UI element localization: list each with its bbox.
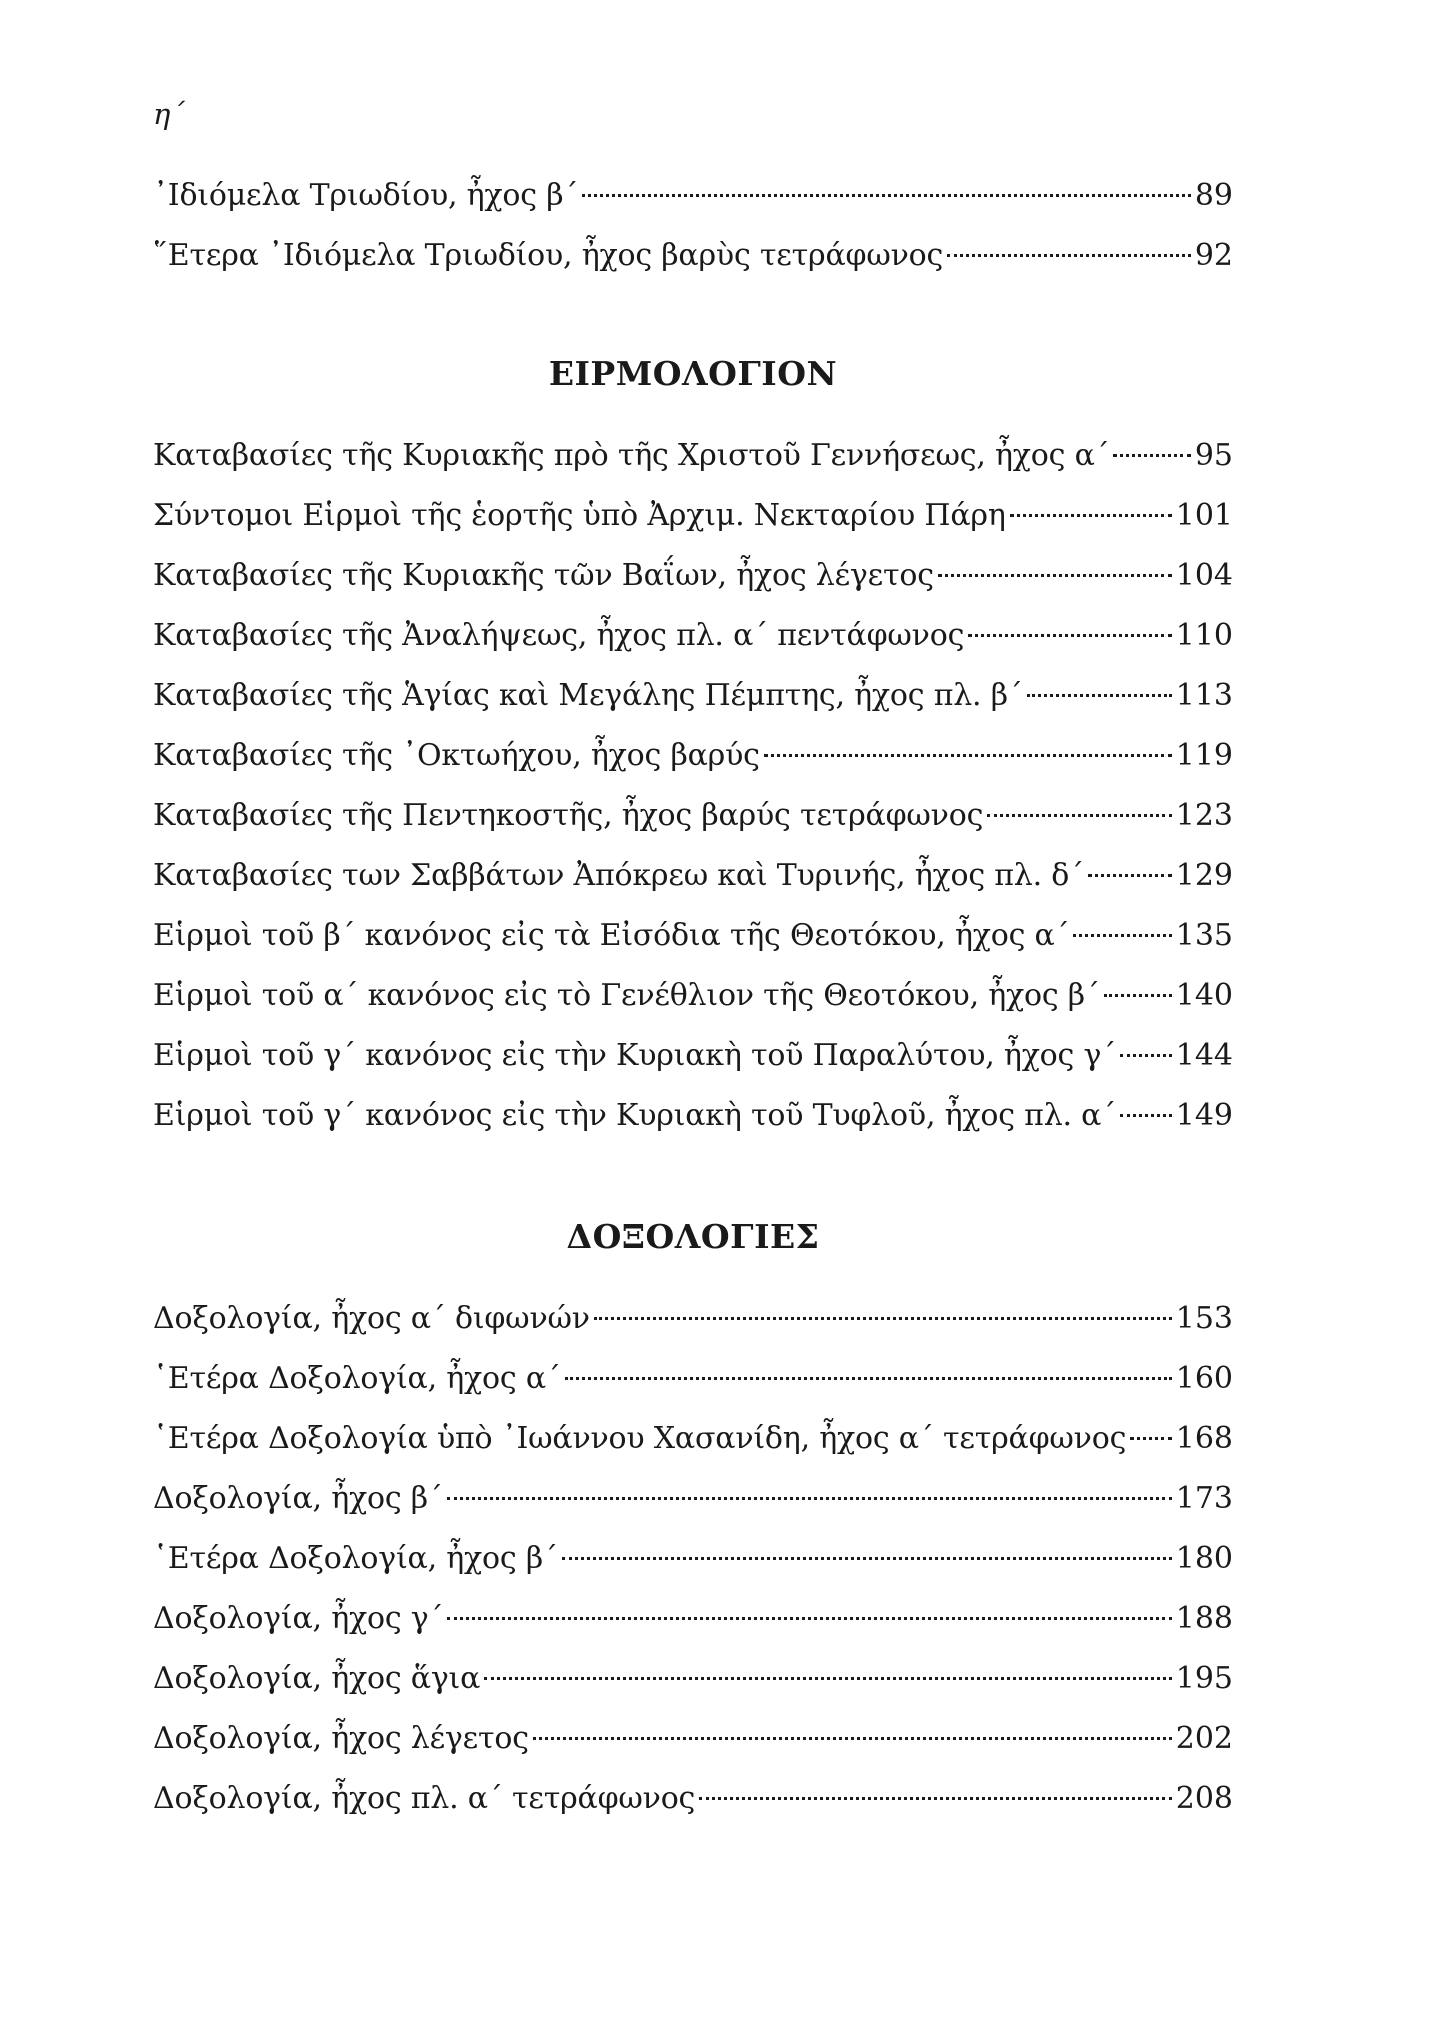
toc-entry — [153, 846, 1233, 906]
toc-dot-leader — [947, 254, 1191, 257]
toc-entry-title: Εἱρμοὶ τοῦ α´ κανόνος εἰς τὸ Γενέθλιον τῆς Θεοτόκου, ἦχος β´ — [153, 978, 1100, 1013]
toc-dot-leader — [533, 1737, 1172, 1740]
toc-entry-page: 101 — [1175, 498, 1233, 533]
toc-entry — [153, 226, 1233, 286]
toc-entry-page: 208 — [1175, 1781, 1233, 1816]
toc-entry — [153, 1769, 1233, 1829]
toc-dot-leader — [1120, 1054, 1172, 1057]
toc-dot-leader — [447, 1617, 1171, 1620]
toc-entry-page: 168 — [1175, 1421, 1233, 1456]
toc-entry — [153, 1589, 1233, 1649]
toc-entry-title: Δοξολογία, ἦχος γ´ — [153, 1601, 444, 1636]
toc-entry-title: Καταβασίες τῆς ᾿Οκτωήχου, ἦχος βαρύς — [153, 738, 760, 773]
toc-entry-page: 113 — [1175, 678, 1233, 713]
toc-entry — [153, 966, 1233, 1026]
toc-entry — [153, 1349, 1233, 1409]
toc-dot-leader — [938, 574, 1172, 577]
toc-entry — [153, 1409, 1233, 1469]
toc-dot-leader — [594, 1317, 1172, 1320]
toc-entry — [153, 1529, 1233, 1589]
toc-dot-leader — [1120, 1114, 1172, 1117]
toc-group-heirmologion — [153, 426, 1233, 1146]
toc-entry-title: Δοξολογία, ἦχος β´ — [153, 1481, 443, 1516]
toc-dot-leader — [1027, 694, 1172, 697]
toc-entry-page: 104 — [1175, 558, 1233, 593]
toc-dot-leader — [968, 634, 1172, 637]
toc-entry-title: ῾Ετέρα Δοξολογία ὑπὸ ᾿Ιωάννου Χασανίδη, ἦχος α´ τετράφωνος — [153, 1421, 1127, 1456]
toc-dot-leader — [484, 1677, 1172, 1680]
toc-dot-leader — [1130, 1437, 1172, 1440]
toc-entry-title: Εἱρμοὶ τοῦ γ´ κανόνος εἰς τὴν Κυριακὴ τοῦ Τυφλοῦ, ἦχος πλ. α´ — [153, 1098, 1117, 1133]
toc-entry-title: Καταβασίες τῆς Ἁγίας καὶ Μεγάλης Πέμπτης, ἦχος πλ. β´ — [153, 678, 1023, 713]
toc-entry-title: Εἱρμοὶ τοῦ β´ κανόνος εἰς τὰ Εἰσόδια τῆς Θεοτόκου, ἦχος α´ — [153, 918, 1070, 953]
toc-entry — [153, 666, 1233, 726]
toc-dot-leader — [562, 1557, 1172, 1560]
page-marker: η´ — [153, 97, 185, 131]
toc-entry-title: Καταβασίες τῆς Ἀναλήψεως, ἦχος πλ. α´ πεντάφωνος — [153, 618, 965, 653]
toc-entry-page: 89 — [1194, 178, 1233, 213]
toc-entry — [153, 786, 1233, 846]
toc-entry-page: 95 — [1194, 438, 1233, 473]
toc-entry-page: 123 — [1175, 798, 1233, 833]
toc-entry-page: 144 — [1175, 1038, 1233, 1073]
toc-entry-title: Καταβασίες τῆς Κυριακῆς πρὸ τῆς Χριστοῦ Γεννήσεως, ἦχος α´ — [153, 438, 1110, 473]
toc-dot-leader — [1113, 454, 1190, 457]
toc-entry-page: 149 — [1175, 1098, 1233, 1133]
toc-dot-leader — [447, 1497, 1172, 1500]
toc-entry-title: Εἱρμοὶ τοῦ γ´ κανόνος εἰς τὴν Κυριακὴ τοῦ Παραλύτου, ἦχος γ´ — [153, 1038, 1117, 1073]
section-heading-heirmologion: ΕΙΡΜΟΛΟΓΙΟΝ — [548, 354, 838, 393]
toc-entry-title: Δοξολογία, ἦχος ἅγια — [153, 1661, 481, 1696]
toc-entry — [153, 426, 1233, 486]
toc-entry-page: 173 — [1175, 1481, 1233, 1516]
toc-dot-leader — [1088, 874, 1172, 877]
toc-entry-title: Καταβασίες τῆς Κυριακῆς τῶν Βαΐων, ἦχος λέγετος — [153, 558, 934, 593]
toc-dot-leader — [1010, 514, 1172, 517]
toc-entry — [153, 1289, 1233, 1349]
toc-dot-leader — [764, 754, 1172, 757]
toc-entry — [153, 1709, 1233, 1769]
toc-entry-page: 140 — [1175, 978, 1233, 1013]
toc-entry — [153, 906, 1233, 966]
toc-entry-title: Καταβασίες τῆς Πεντηκοστῆς, ἦχος βαρύς τετράφωνος — [153, 798, 984, 833]
toc-dot-leader — [1104, 994, 1172, 997]
toc-entry-title: ῞Ετερα ᾿Ιδιόμελα Τριωδίου, ἦχος βαρὺς τετράφωνος — [153, 238, 944, 273]
toc-entry-title: Δοξολογία, ἦχος α´ διφωνών — [153, 1301, 590, 1336]
toc-entry — [153, 1026, 1233, 1086]
toc-dot-leader — [699, 1797, 1172, 1800]
toc-entry-page: 195 — [1175, 1661, 1233, 1696]
toc-entry — [153, 166, 1233, 226]
toc-entry-title: ῾Ετέρα Δοξολογία, ἦχος α´ — [153, 1361, 561, 1396]
toc-entry-page: 188 — [1175, 1601, 1233, 1636]
toc-entry — [153, 486, 1233, 546]
toc-entry-page: 135 — [1175, 918, 1233, 953]
toc-entry-page: 92 — [1194, 238, 1233, 273]
toc-entry-page: 119 — [1175, 738, 1233, 773]
toc-entry-page: 202 — [1175, 1721, 1233, 1756]
toc-dot-leader — [565, 1377, 1172, 1380]
toc-group-intro — [153, 166, 1233, 286]
toc-entry-title: Καταβασίες των Σαββάτων Ἀπόκρεω καὶ Τυρινής, ἦχος πλ. δ´ — [153, 858, 1084, 893]
toc-dot-leader — [1073, 934, 1171, 937]
toc-entry-title: Δοξολογία, ἦχος λέγετος — [153, 1721, 529, 1756]
toc-entry — [153, 1649, 1233, 1709]
toc-entry — [153, 606, 1233, 666]
toc-entry-title: ῾Ετέρα Δοξολογία, ἦχος β´ — [153, 1541, 558, 1576]
toc-entry-page: 153 — [1175, 1301, 1233, 1336]
toc-entry — [153, 546, 1233, 606]
toc-entry-title: ᾿Ιδιόμελα Τριωδίου, ἦχος β´ — [153, 178, 579, 213]
toc-dot-leader — [987, 814, 1172, 817]
toc-entry-page: 129 — [1175, 858, 1233, 893]
toc-entry-page: 110 — [1175, 618, 1233, 653]
toc-dot-leader — [582, 194, 1191, 197]
toc-entry — [153, 1469, 1233, 1529]
toc-entry — [153, 1086, 1233, 1146]
toc-entry — [153, 726, 1233, 786]
toc-entry-title: Σύντομοι Εἱρμοὶ τῆς ἑορτῆς ὑπὸ Ἀρχιμ. Νεκταρίου Πάρη — [153, 498, 1006, 533]
toc-entry-title: Δοξολογία, ἦχος πλ. α´ τετράφωνος — [153, 1781, 696, 1816]
toc-group-doxologies — [153, 1289, 1233, 1829]
toc-entry-page: 160 — [1175, 1361, 1233, 1396]
section-heading-doxologies: ΔΟΞΟΛΟΓΙΕΣ — [566, 1217, 820, 1256]
toc-entry-page: 180 — [1175, 1541, 1233, 1576]
